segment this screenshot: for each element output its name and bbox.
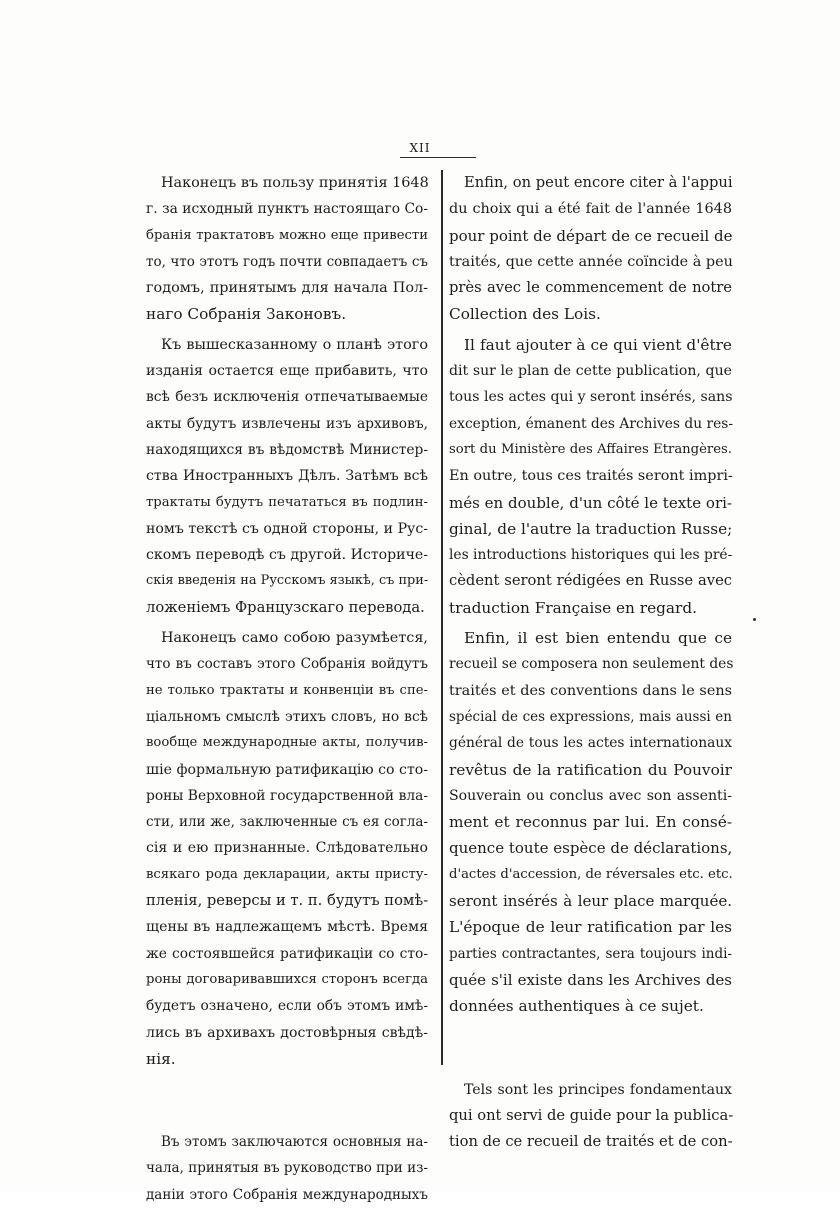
text-line: что въ составъ этого Собранія войдутъ	[146, 656, 428, 673]
text-line: seront insérés à leur place marquée.	[449, 892, 732, 911]
text-line: données authentiques à ce sujet.	[449, 997, 704, 1016]
russian-paragraph	[146, 1129, 428, 1208]
text-line: находящихся въ вѣдомствѣ Министер-	[146, 441, 428, 458]
text-line: recueil se composera non seulement des	[449, 656, 734, 673]
text-line: г. за исходный пунктъ настоящаго Со-	[146, 201, 428, 218]
text-line: чала, принятыя въ руководство при из-	[146, 1160, 428, 1177]
french-paragraph	[449, 170, 732, 328]
text-line: шіе формальную ратификацію со сто-	[146, 761, 428, 778]
text-line: сія и ею признанные. Слѣдовательно	[146, 840, 428, 857]
text-line: qui ont servi de guide pour la publica-	[449, 1106, 734, 1124]
russian-paragraph	[146, 625, 428, 1072]
text-line: даніи этого Собранія международныхъ	[146, 1186, 428, 1203]
text-line: parties contractantes, sera toujours indi-	[449, 945, 732, 962]
text-line: près avec le commencement de notre	[449, 279, 732, 297]
text-line: Il faut ajouter à ce qui vient d'être	[464, 335, 732, 354]
text-line: ціальномъ смыслѣ этихъ словъ, но всѣ	[146, 708, 428, 725]
text-line: то, что этотъ годъ почти совпадаетъ съ	[146, 253, 428, 270]
text-line: ложеніемъ Французскаго перевода.	[146, 598, 425, 616]
text-line: скія введенія на Русскомъ языкѣ, съ при-	[146, 573, 429, 589]
text-line: ginal, de l'autre la traduction Russe;	[449, 519, 733, 538]
text-line: сти, или же, заключенные съ ея согла-	[146, 814, 428, 831]
text-line: traduction Française en regard.	[449, 598, 698, 617]
french-paragraph	[449, 332, 732, 621]
header-rule	[400, 157, 476, 158]
print-speck	[753, 618, 756, 621]
text-line: годомъ, принятымъ для начала Пол-	[146, 280, 428, 297]
text-line: не только трактаты и конвенціи въ спе-	[146, 682, 428, 698]
french-paragraph	[449, 625, 732, 1019]
text-line: traités, que cette année coïncide à peu	[449, 253, 733, 270]
text-line: пленія, реверсы и т. п. будутъ помѣ-	[146, 892, 429, 910]
text-line: акты будутъ извлечены изъ архивовъ,	[146, 415, 428, 432]
french-paragraph	[449, 1077, 732, 1156]
column-divider	[441, 170, 443, 1065]
text-line: номъ текстѣ съ одной стороны, и Рус-	[146, 520, 428, 537]
text-line: вообще международные акты, получив-	[146, 735, 428, 751]
text-line: tous les actes qui y seront insérés, sans	[449, 389, 733, 406]
text-line: лись въ архивахъ достовѣрныя свѣдѣ-	[146, 1024, 428, 1041]
text-line: général de tous les actes internationaux	[449, 735, 732, 752]
text-line: Въ этомъ заключаются основныя на-	[161, 1134, 428, 1151]
text-line: exception, émanent des Archives du res-	[449, 415, 734, 432]
text-line: Tels sont les principes fondamentaux	[464, 1081, 732, 1098]
text-line: L'époque de leur ratification par les	[449, 918, 732, 937]
text-line: més en double, d'un côté le texte ori-	[449, 493, 732, 512]
russian-paragraph	[146, 332, 428, 621]
text-line: роны Верховной государственной вла-	[146, 787, 428, 804]
text-line: изданія остается еще прибавить, что	[146, 363, 428, 380]
text-line: pour point de départ de ce recueil de	[449, 226, 733, 245]
text-line: quée s'il existe dans les Archives des	[449, 970, 732, 989]
text-line: скомъ переводѣ съ другой. Историче-	[146, 547, 428, 564]
text-line: щены въ надлежащемъ мѣстѣ. Время	[146, 919, 428, 936]
text-line: ства Иностранныхъ Дѣлъ. Затѣмъ всѣ	[146, 468, 428, 485]
text-line: нія.	[146, 1049, 176, 1068]
text-line: En outre, tous ces traités seront impri-	[449, 468, 733, 485]
text-line: всѣ безъ исключенія отпечатываемые	[146, 389, 428, 406]
text-line: Къ вышесказанному о планѣ этого	[161, 336, 428, 353]
text-line: dit sur le plan de cette publication, que	[449, 363, 732, 380]
text-line: ment et reconnus par lui. En consé-	[449, 813, 732, 832]
text-line: же состоявшейся ратификаціи со сто-	[146, 945, 428, 962]
page-number: XII	[409, 141, 431, 155]
text-line: sort du Ministère des Affaires Etrangères.	[449, 441, 732, 457]
text-line: traités et des conventions dans le sens	[449, 682, 732, 699]
text-line: d'actes d'accession, de réversales etc. etc.	[449, 866, 733, 882]
text-line: du choix qui a été fait de l'année 1648	[449, 201, 732, 218]
french-text-column	[449, 170, 732, 1155]
text-line: Enfin, on peut encore citer à l'appui	[464, 174, 733, 191]
text-line: всякаго рода декларации, акты присту-	[146, 866, 428, 882]
text-line: будетъ означено, если объ этомъ имѣ-	[146, 998, 428, 1015]
text-line: spécial de ces expressions, mais aussi en	[449, 708, 732, 725]
text-line: наго Собранія Законовъ.	[146, 305, 347, 324]
text-line: роны договаривавшихся сторонъ всегда	[146, 971, 428, 987]
text-line: les introductions historiques qui les pré-	[449, 547, 733, 564]
text-line: revêtus de la ratification du Pouvoir	[449, 760, 732, 779]
text-line: Enfin, il est bien entendu que ce	[464, 629, 732, 648]
text-line: трактаты будутъ печататься въ подлин-	[146, 494, 428, 510]
text-line: Наконецъ въ пользу принятія 1648	[161, 175, 429, 191]
text-line: Souverain ou conclus avec son assenti-	[449, 787, 732, 804]
russian-text-column	[146, 170, 428, 1208]
text-line: Наконецъ само собою разумѣется,	[161, 630, 428, 647]
text-line: quence toute espèce de déclarations,	[449, 839, 733, 858]
text-line: tion de ce recueil de traités et de con-	[449, 1133, 733, 1151]
text-line: Collection des Lois.	[449, 305, 601, 324]
text-line: бранія трактатовъ можно еще привести	[146, 227, 428, 243]
russian-paragraph	[146, 170, 428, 328]
text-line: cèdent seront rédigées en Russe avec	[449, 572, 732, 590]
